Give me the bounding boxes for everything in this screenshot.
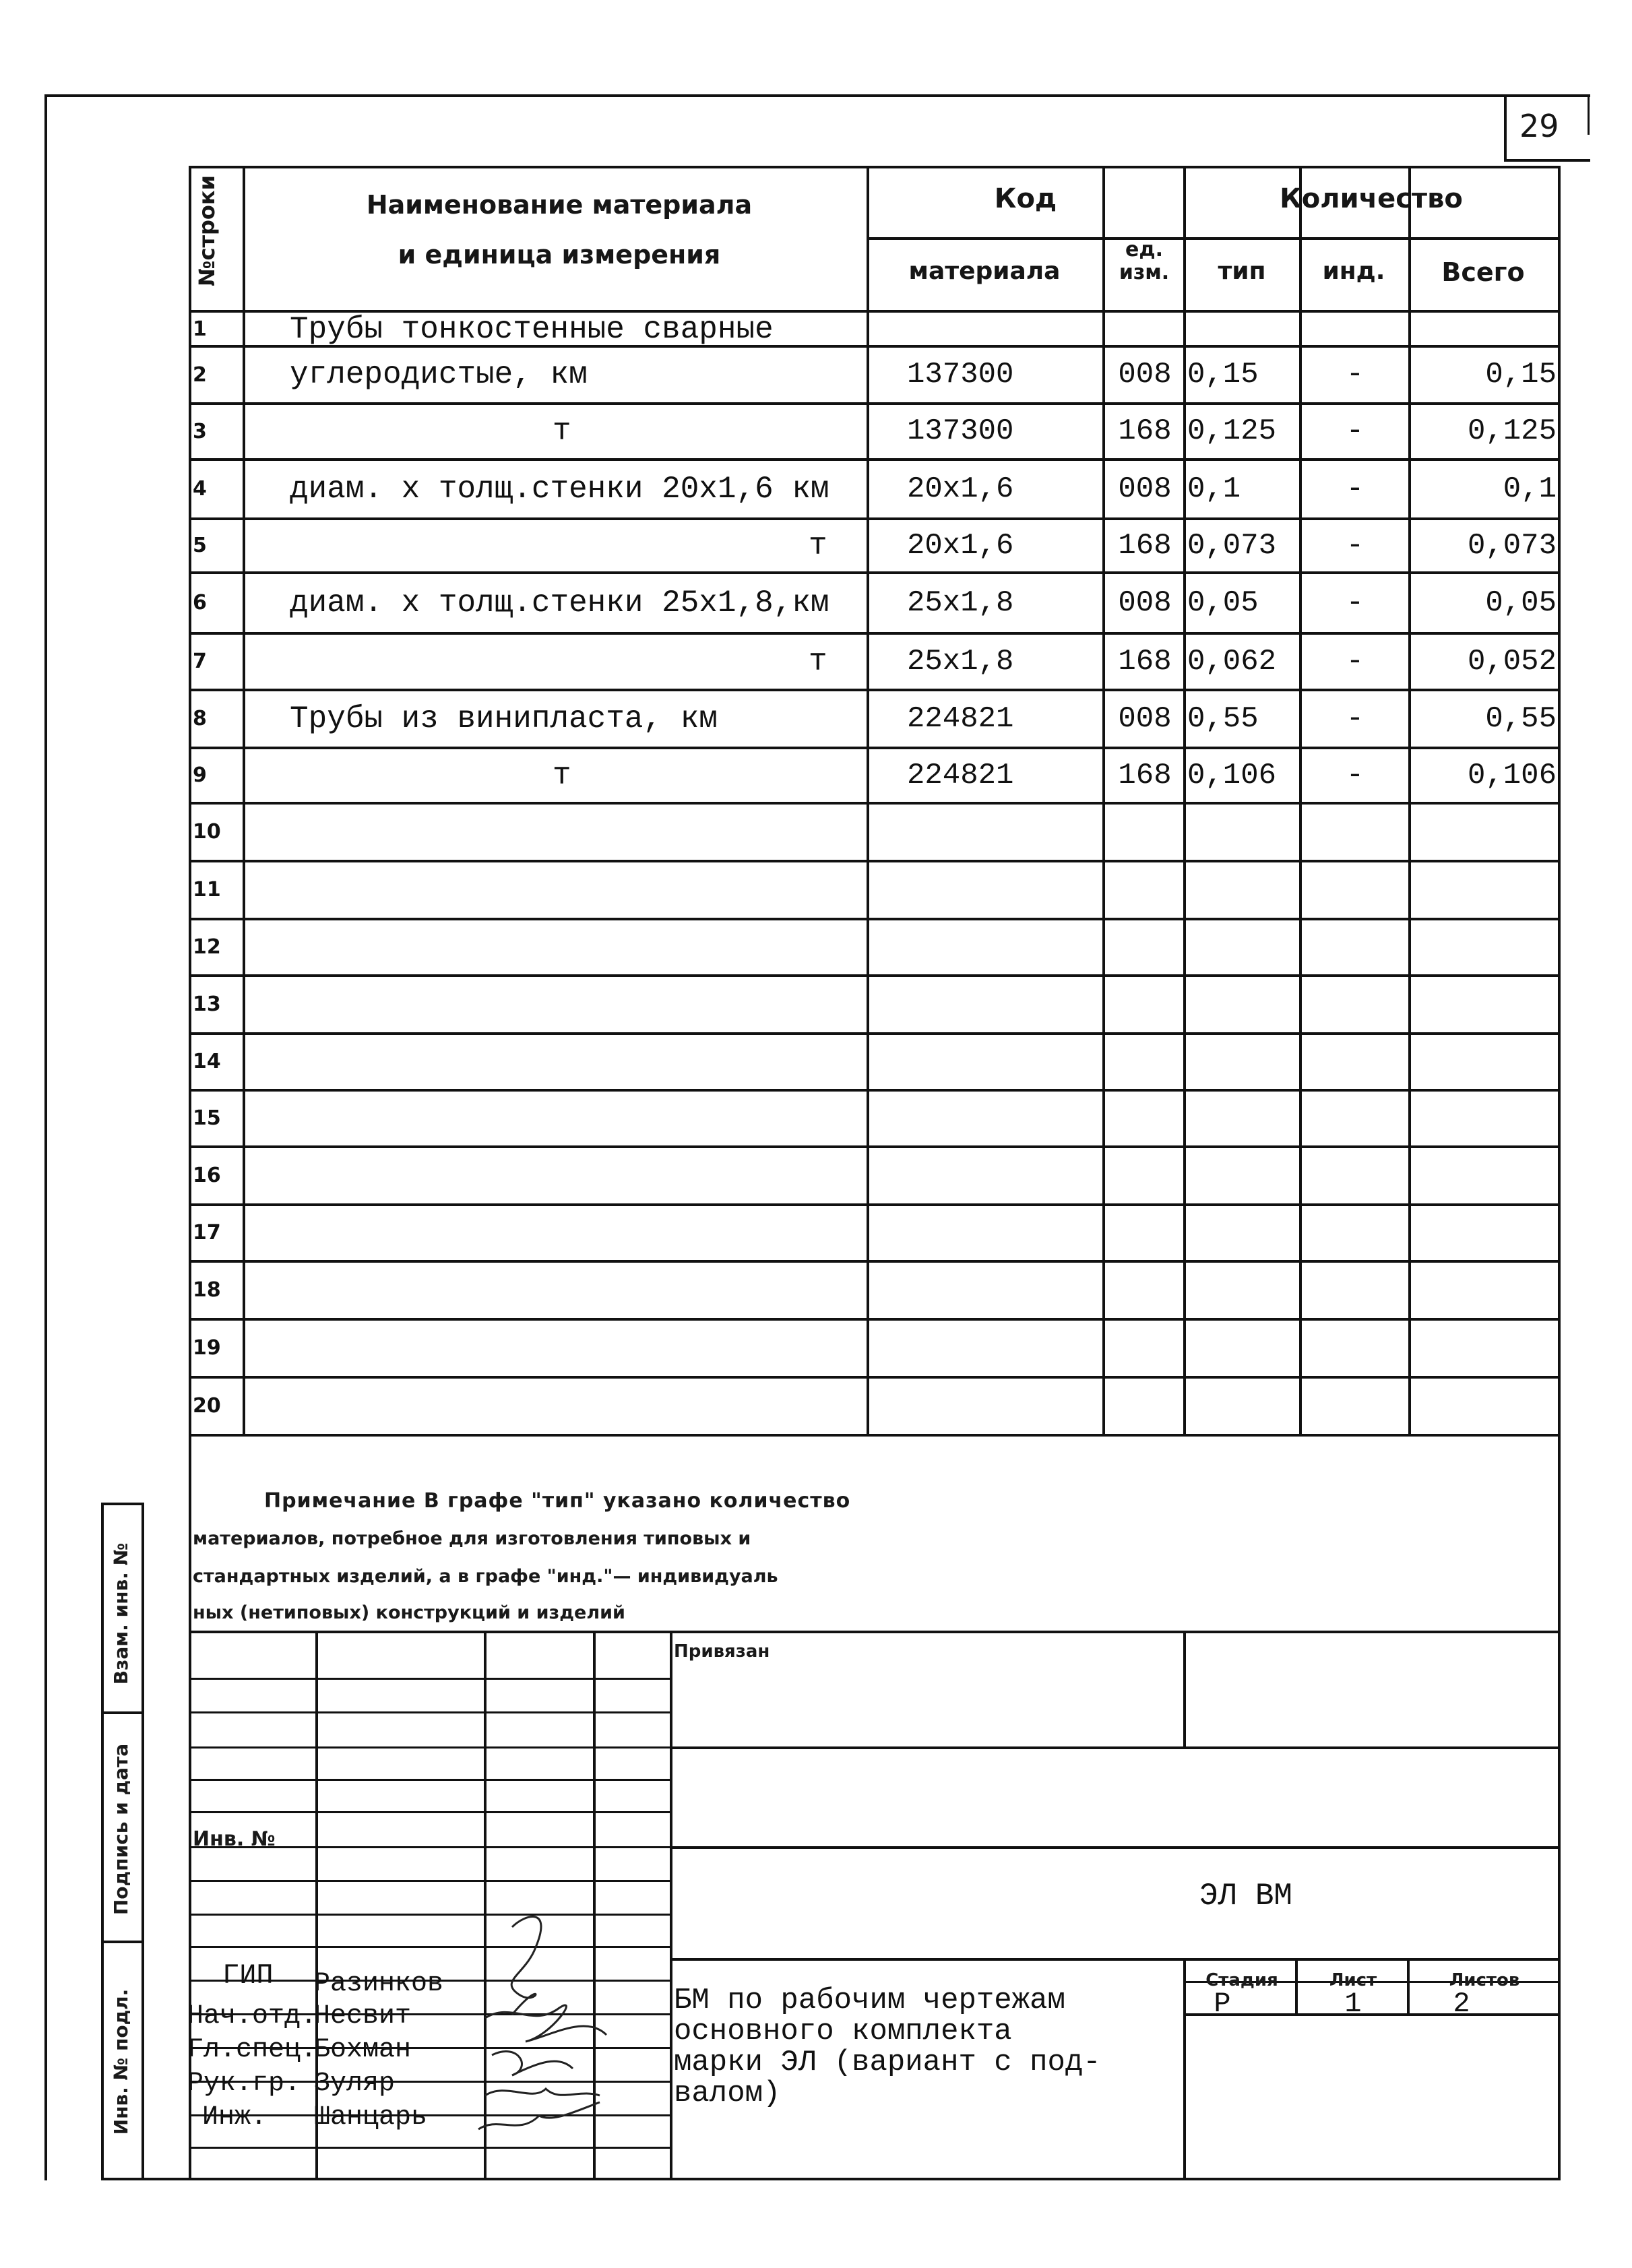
row-ind (1302, 1261, 1408, 1319)
header-name-line2: и единица измерения (398, 240, 721, 270)
frame-left (44, 94, 47, 2180)
row-unit: 008 (1118, 702, 1172, 736)
org-label: ГИП (222, 1959, 274, 1992)
row-type: 0,15 (1187, 358, 1259, 391)
row-unit (1105, 1261, 1185, 1319)
row-unit (1105, 1319, 1185, 1377)
signature-2 (485, 2005, 606, 2042)
row-total: 0,15 (1485, 358, 1557, 391)
tb-row-b (670, 1846, 1561, 1849)
signer-role-2: Нач.отд. (187, 2001, 317, 2031)
row-code (907, 1090, 1102, 1147)
row-total (1411, 1147, 1557, 1205)
row-type (1187, 976, 1299, 1034)
row-number: 19 (193, 1336, 221, 1360)
row-name (290, 1090, 856, 1147)
row-name (290, 1261, 856, 1319)
row-ind (1302, 1205, 1408, 1261)
row-name (290, 803, 856, 861)
row-ind (1302, 1090, 1408, 1147)
row-ind (1302, 1319, 1408, 1377)
row-unit (1105, 1377, 1185, 1435)
row-ind (1302, 919, 1408, 976)
row-name: углеродистые, км (290, 357, 588, 392)
row-ind (1302, 1147, 1408, 1205)
signer-name-3: Бохман (314, 2035, 412, 2065)
side-label-podpis: Подпись и дата (110, 1743, 132, 1916)
page-number-box-left (1504, 94, 1507, 160)
header-name-line1: Наименование материала (366, 190, 753, 220)
row-type (1187, 861, 1299, 919)
row-ind (1302, 861, 1408, 919)
row-number: 9 (193, 763, 207, 787)
row-total (1411, 1319, 1557, 1377)
row-name (290, 919, 856, 976)
header-code-unit: ед. изм. (1119, 238, 1170, 284)
row-code: 224821 (907, 702, 1014, 736)
tb-stage-div2 (1407, 1958, 1410, 2013)
row-unit (1105, 1090, 1185, 1147)
row-number: 17 (193, 1221, 221, 1245)
row-name (290, 1147, 856, 1205)
row-code (907, 313, 1102, 346)
row-ind (1302, 1034, 1408, 1090)
row-type: 0,073 (1187, 529, 1277, 563)
signer-name-1: Разинков (314, 1969, 444, 1999)
row-name (290, 1377, 856, 1435)
header-code: Код (994, 183, 1057, 214)
tb-left-row-1 (189, 1678, 672, 1680)
row-type: 0,1 (1187, 472, 1241, 506)
row-number: 18 (193, 1278, 221, 1302)
row-total: 0,106 (1467, 759, 1557, 792)
table-left (189, 166, 191, 1437)
row-name: Трубы тонкостенные сварные (290, 312, 774, 347)
page-number: 29 (1519, 108, 1559, 144)
document-mark: ЭЛ ВМ (1199, 1879, 1293, 1914)
row-name: Трубы из винипласта, км (290, 701, 718, 736)
row-code: 224821 (907, 759, 1014, 792)
table-top (189, 166, 1561, 168)
row-type (1187, 313, 1299, 346)
doc-title-line3: марки ЭЛ (вариант с под- (674, 2046, 1101, 2079)
row-ind: - (1346, 645, 1364, 679)
row-ind: - (1346, 472, 1364, 506)
row-type: 0,125 (1187, 414, 1277, 448)
row-ind (1302, 313, 1408, 346)
row-ind (1302, 803, 1408, 861)
row-number: 12 (193, 935, 221, 959)
row-code (907, 1319, 1102, 1377)
row-type (1187, 1319, 1299, 1377)
row-total (1411, 919, 1557, 976)
row-code (907, 1261, 1102, 1319)
row-number: 1 (193, 317, 207, 341)
row-unit: 168 (1118, 529, 1172, 563)
row-type (1187, 1205, 1299, 1261)
header-code-material: материала (908, 257, 1061, 285)
side-bottom (101, 2178, 189, 2180)
row-unit (1105, 1147, 1185, 1205)
tb-bottom (189, 2178, 1561, 2180)
row-ind: - (1346, 358, 1364, 391)
stage-value: Р (1214, 1988, 1231, 2020)
signer-role-4: Рук.гр. (187, 2069, 301, 2099)
row-type (1187, 803, 1299, 861)
row-number: 10 (193, 820, 221, 844)
header-qty-type: тип (1218, 257, 1266, 285)
row-code (907, 976, 1102, 1034)
row-unit: 168 (1118, 414, 1172, 448)
row-name (290, 1034, 856, 1090)
side-label-vzam: Взам. инв. № (110, 1542, 132, 1685)
header-qty-total: Всего (1441, 257, 1525, 287)
row-number: 8 (193, 707, 207, 730)
doc-title-line2: основного комплекта (674, 2015, 1012, 2048)
row-code: 137300 (907, 414, 1014, 448)
row-number: 13 (193, 993, 221, 1016)
row-type: 0,55 (1187, 702, 1259, 736)
row-type (1187, 919, 1299, 976)
signatures (472, 1900, 620, 2143)
row-total (1411, 1205, 1557, 1261)
row-total (1411, 1034, 1557, 1090)
sheets-label: Листов (1449, 1970, 1520, 1990)
side-top (101, 1503, 144, 1505)
tb-top (189, 1631, 1561, 1633)
tb-stage-left (1183, 1958, 1186, 2180)
row-total (1411, 803, 1557, 861)
header-row-no: №строки (194, 175, 220, 286)
tb-left-row-4 (189, 1779, 672, 1781)
row-type (1187, 1261, 1299, 1319)
row-name: диам. х толщ.стенки 25х1,8,км (290, 586, 829, 621)
row-total: 0,05 (1485, 586, 1557, 620)
row-code (907, 1147, 1102, 1205)
row-total: 0,125 (1467, 414, 1557, 448)
row-type: 0,106 (1187, 759, 1277, 792)
tb-left-row-2 (189, 1711, 672, 1713)
row-ind (1302, 1377, 1408, 1435)
row-number: 20 (193, 1394, 221, 1418)
tb-left-row-3 (189, 1746, 672, 1749)
row-ind: - (1346, 702, 1364, 736)
signature-3 (492, 2051, 573, 2075)
row-code (907, 1205, 1102, 1261)
row-type: 0,05 (1187, 586, 1259, 620)
row-number: 15 (193, 1106, 221, 1130)
col-rowno-line (243, 166, 245, 1437)
row-total (1411, 1261, 1557, 1319)
note-line3: стандартных изделий, а в графе "инд."— индивидуаль (193, 1566, 778, 1587)
note-line4: ных (нетиповых) конструкций и изделий (193, 1602, 625, 1623)
note-line1: Примечание В графе "тип" указано количество (264, 1489, 851, 1513)
row-code: 20х1,6 (907, 472, 1014, 506)
col-name-line (867, 166, 869, 1437)
tb-left-row-7 (189, 1880, 672, 1882)
row-total (1411, 1090, 1557, 1147)
row-name: т (553, 758, 571, 793)
side-column-left (101, 1503, 104, 2180)
row-number: 4 (193, 477, 207, 501)
row-code: 137300 (907, 358, 1014, 391)
side-column-right (142, 1503, 144, 2180)
sheets-value: 2 (1453, 1988, 1470, 2020)
sheet-value: 1 (1344, 1988, 1362, 2020)
row-number: 2 (193, 363, 207, 387)
privyazan-label: Привязан (674, 1641, 770, 1662)
row-total: 0,052 (1467, 645, 1557, 679)
header-mid-line (867, 237, 1561, 240)
row-name: т (809, 644, 827, 679)
sheet-label: Лист (1329, 1970, 1377, 1990)
row-unit (1105, 861, 1185, 919)
row-unit: 168 (1118, 645, 1172, 679)
row-unit: 168 (1118, 759, 1172, 792)
tb-row-c (670, 1958, 1561, 1961)
row-total (1411, 976, 1557, 1034)
signer-role-3: Гл.спец. (187, 2035, 317, 2065)
row-name: т (809, 528, 827, 563)
note-line2: материалов, потребное для изготовления типовых и (193, 1528, 751, 1549)
row-number: 14 (193, 1050, 221, 1073)
row-unit: 008 (1118, 472, 1172, 506)
row-code: 20х1,6 (907, 529, 1014, 563)
row-type: 0,062 (1187, 645, 1277, 679)
row-name (290, 1205, 856, 1261)
row-ind: - (1346, 414, 1364, 448)
row-unit (1105, 313, 1185, 346)
row-ind: - (1346, 529, 1364, 563)
row-code (907, 861, 1102, 919)
frame-top (44, 94, 1590, 97)
tb-left-row-15 (189, 2147, 672, 2149)
row-ind (1302, 976, 1408, 1034)
doc-title-line4: валом) (674, 2077, 781, 2110)
signature-5 (478, 2102, 600, 2129)
row-type (1187, 1034, 1299, 1090)
tb-priv-div (1183, 1631, 1186, 1746)
row-number: 6 (193, 591, 207, 615)
row-name: т (553, 414, 571, 449)
row-unit (1105, 1205, 1185, 1261)
signer-name-2: Несвит (314, 2001, 412, 2031)
signer-name-5: Шанцарь (314, 2102, 428, 2133)
row-code (907, 803, 1102, 861)
row-code: 25х1,8 (907, 586, 1014, 620)
inv-no-label: Инв. № (193, 1827, 276, 1851)
side-label-inv-podl: Инв. № подл. (110, 1988, 132, 2135)
signer-role-5: Инж. (202, 2102, 268, 2133)
row-ind: - (1346, 759, 1364, 792)
row-number: 11 (193, 878, 221, 902)
row-code: 25х1,8 (907, 645, 1014, 679)
tb-row-a (670, 1746, 1561, 1749)
row-number: 3 (193, 420, 207, 443)
signature-1 (511, 1917, 541, 2015)
row-total (1411, 313, 1557, 346)
tb-right (1558, 1434, 1561, 2180)
row-total: 0,073 (1467, 529, 1557, 563)
row-name (290, 976, 856, 1034)
side-div2 (101, 1941, 144, 1943)
row-name: диам. х толщ.стенки 20х1,6 км (290, 472, 829, 507)
row-code (907, 1034, 1102, 1090)
row-ind: - (1346, 586, 1364, 620)
header-quantity: Количество (1280, 183, 1463, 214)
row-number: 16 (193, 1164, 221, 1187)
doc-title (674, 1985, 1101, 2109)
page-number-box-bottom (1504, 159, 1590, 162)
row-total: 0,55 (1485, 702, 1557, 736)
row-unit: 008 (1118, 586, 1172, 620)
row-type (1187, 1090, 1299, 1147)
row-unit (1105, 803, 1185, 861)
tb-left-row-5 (189, 1811, 672, 1813)
frame-right-stub (1588, 94, 1590, 135)
signature-4 (485, 2089, 600, 2096)
table-right (1558, 166, 1561, 1437)
doc-title-line1: БМ по рабочим чертежам (674, 1984, 1065, 2017)
row-number: 7 (193, 650, 207, 673)
row-unit: 008 (1118, 358, 1172, 391)
row-type (1187, 1377, 1299, 1435)
row-unit (1105, 976, 1185, 1034)
row-code (907, 1377, 1102, 1435)
row-name (290, 861, 856, 919)
row-total (1411, 1377, 1557, 1435)
header-qty-ind: инд. (1322, 257, 1385, 285)
signer-name-4: Зуляр (314, 2069, 396, 2099)
row-number: 5 (193, 534, 207, 557)
row-unit (1105, 919, 1185, 976)
row-total: 0,1 (1503, 472, 1557, 506)
tb-stage-div1 (1295, 1958, 1298, 2013)
stage-label: Стадия (1205, 1970, 1278, 1990)
row-total (1411, 861, 1557, 919)
row-code (907, 919, 1102, 976)
row-unit (1105, 1034, 1185, 1090)
row-name (290, 1319, 856, 1377)
row-type (1187, 1147, 1299, 1205)
